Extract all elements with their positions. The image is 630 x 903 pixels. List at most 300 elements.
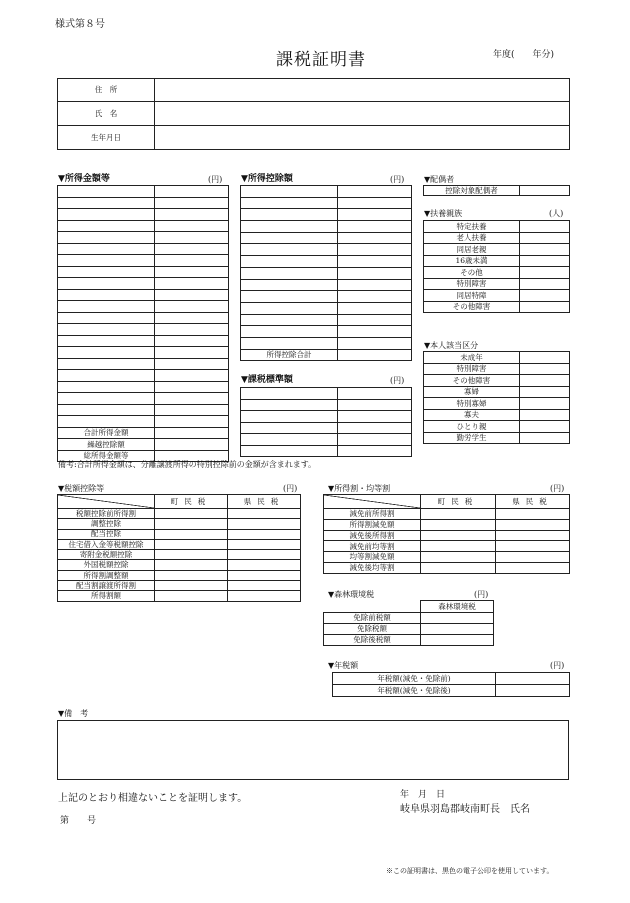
table-row <box>324 635 494 646</box>
dependent-row-label: 同居特障 <box>424 290 520 302</box>
address-label: 住 所 <box>58 79 155 102</box>
pref-tax-cell[interactable] <box>228 570 301 580</box>
self-category-check[interactable] <box>520 386 570 398</box>
tax-deduction-row-label: 外国税額控除 <box>58 560 155 570</box>
self-category-label: 特別寡婦 <box>424 398 520 410</box>
income-levy-corner <box>324 495 421 509</box>
table-row <box>58 416 229 428</box>
income-label-cell[interactable] <box>58 186 155 198</box>
self-category-label: 特別障害 <box>424 363 520 375</box>
income-value-cell[interactable] <box>155 220 229 232</box>
income-label-cell[interactable] <box>58 266 155 278</box>
income-heading: ▼所得金額等 <box>58 174 110 184</box>
pref-tax-cell[interactable] <box>496 530 570 541</box>
tax-deduction-row-label: 所得割調整額 <box>58 570 155 580</box>
dependent-count[interactable] <box>520 232 570 244</box>
table-row <box>58 570 301 580</box>
table-row <box>58 427 229 439</box>
spouse-value[interactable] <box>520 186 570 196</box>
standard-label-cell[interactable] <box>241 411 338 423</box>
self-category-check[interactable] <box>520 375 570 387</box>
forest-tax-table <box>323 600 494 646</box>
certificate-number: 第 号 <box>60 816 97 826</box>
table-row <box>58 519 301 529</box>
dependent-count[interactable] <box>520 267 570 279</box>
income-label-cell[interactable] <box>58 416 155 428</box>
income-label-cell[interactable] <box>58 243 155 255</box>
table-row <box>58 266 229 278</box>
income-value-cell[interactable] <box>155 393 229 405</box>
self-category-label: 未成年 <box>424 352 520 364</box>
table-row <box>58 324 229 336</box>
table-row <box>424 398 570 410</box>
table-row <box>241 232 412 244</box>
dependents-heading: ▼扶養親族 <box>424 209 463 218</box>
table-row <box>241 221 412 233</box>
remarks-box[interactable] <box>57 720 569 780</box>
standard-value-cell[interactable] <box>338 399 412 411</box>
tax-deduction-heading: ▼税額控除等 <box>58 484 105 493</box>
income-label-cell[interactable] <box>58 404 155 416</box>
dob-field[interactable] <box>155 126 570 150</box>
deduction-label-cell[interactable] <box>241 197 338 209</box>
table-row <box>58 358 229 370</box>
tax-deduction-row-label: 住宅借入金等税額控除 <box>58 539 155 549</box>
income-levy-row-label: 均等割減免額 <box>324 552 421 563</box>
table-row <box>58 591 301 601</box>
forest-tax-row-label: 免除税額 <box>324 624 421 635</box>
deduction-label-cell[interactable] <box>241 267 338 279</box>
dependents-table <box>423 220 570 313</box>
income-label-cell[interactable] <box>58 393 155 405</box>
issuer-name: 岐阜県羽島郡岐南町長 氏名 <box>400 804 530 815</box>
dependent-row-label: 同居老親 <box>424 244 520 256</box>
income-value-cell[interactable] <box>155 232 229 244</box>
table-row <box>58 529 301 539</box>
self-category-label: ひとり親 <box>424 421 520 433</box>
income-label-cell[interactable] <box>58 324 155 336</box>
income-levy-row-label: 所得割減免額 <box>324 519 421 530</box>
tax-standard-unit: (円) <box>390 376 405 385</box>
tax-deduction-table <box>57 494 301 602</box>
table-row <box>58 220 229 232</box>
pref-tax-cell[interactable] <box>228 591 301 601</box>
income-label-cell[interactable] <box>58 232 155 244</box>
town-tax-cell[interactable] <box>155 509 228 519</box>
deduction-value-cell[interactable] <box>338 326 412 338</box>
tax-deduction-row-label: 税額控除前所得割 <box>58 509 155 519</box>
income-levy-col-pref: 県民税 <box>496 495 570 509</box>
annual-tax-unit: (円) <box>550 661 565 670</box>
income-label-cell[interactable] <box>58 209 155 221</box>
town-tax-cell[interactable] <box>155 529 228 539</box>
electronic-seal-note: ※この証明書は、黒色の電子公印を使用しています。 <box>386 867 554 875</box>
spouse-heading: ▼配偶者 <box>424 175 455 184</box>
income-levy-table <box>323 494 570 574</box>
town-tax-cell[interactable] <box>421 530 496 541</box>
table-row <box>241 326 412 338</box>
personal-info-table <box>57 78 570 150</box>
deduction-label-cell[interactable] <box>241 256 338 268</box>
standard-label-cell[interactable] <box>241 434 338 446</box>
town-tax-cell[interactable] <box>155 519 228 529</box>
income-label-cell[interactable] <box>58 370 155 382</box>
pref-tax-cell[interactable] <box>496 562 570 573</box>
deduction-value-cell[interactable] <box>338 209 412 221</box>
income-label-cell[interactable] <box>58 347 155 359</box>
annual-tax-table <box>332 672 570 697</box>
deduction-label-cell[interactable] <box>241 291 338 303</box>
table-row <box>324 519 570 530</box>
table-row <box>241 388 412 400</box>
table-row <box>58 347 229 359</box>
town-tax-cell[interactable] <box>155 539 228 549</box>
self-category-check[interactable] <box>520 432 570 444</box>
gross-income-label: 総所得金額等 <box>58 450 155 462</box>
income-value-cell[interactable] <box>155 301 229 313</box>
pref-tax-cell[interactable] <box>228 539 301 549</box>
deduction-label-cell[interactable] <box>241 232 338 244</box>
table-row <box>58 289 229 301</box>
tax-deduction-row-label: 調整控除 <box>58 519 155 529</box>
table-row <box>324 562 570 573</box>
table-row <box>424 409 570 421</box>
town-tax-cell[interactable] <box>421 552 496 563</box>
table-row <box>241 209 412 221</box>
deduction-label-cell[interactable] <box>241 221 338 233</box>
income-value-cell[interactable] <box>155 289 229 301</box>
income-label-cell[interactable] <box>58 312 155 324</box>
self-category-check[interactable] <box>520 409 570 421</box>
table-row <box>424 244 570 256</box>
forest-tax-value[interactable] <box>421 613 494 624</box>
income-levy-unit: (円) <box>550 484 565 493</box>
income-label-cell[interactable] <box>58 381 155 393</box>
table-row <box>58 550 301 560</box>
table-row <box>333 673 570 685</box>
deduction-label-cell[interactable] <box>241 244 338 256</box>
tax-deduction-row-label: 寄附金税額控除 <box>58 550 155 560</box>
standard-label-cell[interactable] <box>241 388 338 400</box>
dependent-count[interactable] <box>520 244 570 256</box>
standard-label-cell[interactable] <box>241 445 338 457</box>
tax-deduction-corner <box>58 495 155 509</box>
income-total-label: 合計所得金額 <box>58 427 155 439</box>
income-value-cell[interactable] <box>155 381 229 393</box>
table-row <box>58 439 229 451</box>
income-label-cell[interactable] <box>58 278 155 290</box>
fiscal-year-label: 年度( 年分) <box>493 50 555 60</box>
table-row <box>58 301 229 313</box>
deduction-value-cell[interactable] <box>338 256 412 268</box>
tax-deduction-row-label: 配当割譲渡所得割 <box>58 581 155 591</box>
table-row <box>241 244 412 256</box>
name-field[interactable] <box>155 102 570 126</box>
tax-deduction-row-label: 所得割額 <box>58 591 155 601</box>
income-value-cell[interactable] <box>155 243 229 255</box>
self-category-heading: ▼本人該当区分 <box>424 341 479 350</box>
table-row <box>58 560 301 570</box>
deduction-heading: ▼所得控除額 <box>241 174 293 184</box>
income-value-cell[interactable] <box>155 335 229 347</box>
forest-tax-unit: (円) <box>474 590 489 599</box>
deduction-total-value[interactable] <box>338 349 412 361</box>
deduction-value-cell[interactable] <box>338 302 412 314</box>
carryover-label: 繰越控除額 <box>58 439 155 451</box>
deduction-value-cell[interactable] <box>338 197 412 209</box>
table-row <box>324 552 570 563</box>
table-row <box>424 421 570 433</box>
form-number: 様式第８号 <box>55 19 105 30</box>
income-levy-heading: ▼所得割・均等割 <box>328 484 391 493</box>
forest-tax-value[interactable] <box>421 635 494 646</box>
income-value-cell[interactable] <box>155 186 229 198</box>
town-tax-cell[interactable] <box>155 560 228 570</box>
income-levy-col-town: 町民税 <box>421 495 496 509</box>
self-category-check[interactable] <box>520 398 570 410</box>
carryover-value[interactable] <box>155 439 229 451</box>
pref-tax-cell[interactable] <box>496 509 570 520</box>
table-row <box>333 685 570 697</box>
table-row <box>241 411 412 423</box>
town-tax-cell[interactable] <box>155 550 228 560</box>
deduction-label-cell[interactable] <box>241 302 338 314</box>
annual-tax-value[interactable] <box>496 685 570 697</box>
table-row <box>241 302 412 314</box>
deduction-value-cell[interactable] <box>338 221 412 233</box>
certification-statement: 上記のとおり相違ないことを証明します。 <box>58 793 248 804</box>
name-label: 氏 名 <box>58 102 155 126</box>
tax-deduction-col-town: 町民税 <box>155 495 228 509</box>
deduction-value-cell[interactable] <box>338 279 412 291</box>
table-row <box>58 370 229 382</box>
income-levy-row-label: 減免後均等割 <box>324 562 421 573</box>
table-row <box>58 255 229 267</box>
pref-tax-cell[interactable] <box>228 581 301 591</box>
income-label-cell[interactable] <box>58 197 155 209</box>
tax-deduction-col-pref: 県民税 <box>228 495 301 509</box>
document-title: 課税証明書 <box>276 50 366 70</box>
dependent-count[interactable] <box>520 255 570 267</box>
forest-tax-heading: ▼森林環境税 <box>328 590 375 599</box>
pref-tax-cell[interactable] <box>228 519 301 529</box>
remarks-heading: ▼備 考 <box>58 709 89 718</box>
table-row <box>58 335 229 347</box>
income-value-cell[interactable] <box>155 197 229 209</box>
dependent-row-label: 老人扶養 <box>424 232 520 244</box>
self-category-table <box>423 351 570 444</box>
self-category-check[interactable] <box>520 352 570 364</box>
dependent-row-label: その他障害 <box>424 301 520 313</box>
forest-tax-row-label: 免除後税額 <box>324 635 421 646</box>
self-category-label: 勤労学生 <box>424 432 520 444</box>
table-row <box>58 197 229 209</box>
dependent-count[interactable] <box>520 301 570 313</box>
table-row <box>424 386 570 398</box>
table-row <box>241 434 412 446</box>
annual-tax-heading: ▼年税額 <box>328 661 359 670</box>
income-value-cell[interactable] <box>155 358 229 370</box>
table-row <box>424 290 570 302</box>
deduction-label-cell[interactable] <box>241 337 338 349</box>
table-row <box>58 186 229 198</box>
income-levy-row-label: 減免前均等割 <box>324 541 421 552</box>
town-tax-cell[interactable] <box>421 562 496 573</box>
dependent-row-label: 16歳未満 <box>424 255 520 267</box>
income-value-cell[interactable] <box>155 278 229 290</box>
table-row <box>58 232 229 244</box>
table-row <box>324 530 570 541</box>
address-field[interactable] <box>155 79 570 102</box>
self-category-check[interactable] <box>520 421 570 433</box>
deduction-label-cell[interactable] <box>241 186 338 198</box>
table-row <box>241 337 412 349</box>
deduction-label-cell[interactable] <box>241 209 338 221</box>
deduction-total-label: 所得控除合計 <box>241 349 338 361</box>
deduction-table <box>240 185 412 361</box>
deduction-value-cell[interactable] <box>338 267 412 279</box>
income-label-cell[interactable] <box>58 289 155 301</box>
income-label-cell[interactable] <box>58 358 155 370</box>
dob-label: 生年月日 <box>58 126 155 150</box>
town-tax-cell[interactable] <box>421 509 496 520</box>
town-tax-cell[interactable] <box>155 591 228 601</box>
income-label-cell[interactable] <box>58 335 155 347</box>
table-row <box>58 381 229 393</box>
standard-value-cell[interactable] <box>338 422 412 434</box>
table-row <box>424 232 570 244</box>
table-row <box>424 278 570 290</box>
self-category-check[interactable] <box>520 363 570 375</box>
table-row <box>324 509 570 520</box>
income-levy-row-label: 減免前所得割 <box>324 509 421 520</box>
income-total-value[interactable] <box>155 427 229 439</box>
pref-tax-cell[interactable] <box>228 529 301 539</box>
annual-tax-row-label: 年税額(減免・免除前) <box>333 673 496 685</box>
table-row <box>241 267 412 279</box>
pref-tax-cell[interactable] <box>496 541 570 552</box>
standard-value-cell[interactable] <box>338 411 412 423</box>
table-row <box>241 256 412 268</box>
forest-tax-corner <box>324 601 421 613</box>
tax-deduction-row-label: 配当控除 <box>58 529 155 539</box>
tax-standard-table <box>240 387 412 457</box>
table-row <box>241 422 412 434</box>
table-row <box>424 432 570 444</box>
deduction-value-cell[interactable] <box>338 314 412 326</box>
dependent-count[interactable] <box>520 221 570 233</box>
table-row <box>424 375 570 387</box>
income-note: 備考:合計所得金額は、分離譲渡所得の特別控除前の金額が含まれます。 <box>58 460 317 469</box>
pref-tax-cell[interactable] <box>496 552 570 563</box>
standard-value-cell[interactable] <box>338 434 412 446</box>
deduction-label-cell[interactable] <box>241 314 338 326</box>
forest-tax-col: 森林環境税 <box>421 601 494 613</box>
town-tax-cell[interactable] <box>155 581 228 591</box>
dependent-count[interactable] <box>520 290 570 302</box>
pref-tax-cell[interactable] <box>228 550 301 560</box>
dependent-row-label: 特別障害 <box>424 278 520 290</box>
table-row <box>58 539 301 549</box>
table-row <box>58 209 229 221</box>
dependent-count[interactable] <box>520 278 570 290</box>
standard-value-cell[interactable] <box>338 445 412 457</box>
table-row <box>241 399 412 411</box>
self-category-label: その他障害 <box>424 375 520 387</box>
table-row <box>424 255 570 267</box>
town-tax-cell[interactable] <box>421 519 496 530</box>
table-row <box>241 445 412 457</box>
table-row <box>58 404 229 416</box>
deduction-value-cell[interactable] <box>338 244 412 256</box>
table-row <box>424 352 570 364</box>
forest-tax-value[interactable] <box>421 624 494 635</box>
income-value-cell[interactable] <box>155 324 229 336</box>
annual-tax-value[interactable] <box>496 673 570 685</box>
standard-value-cell[interactable] <box>338 388 412 400</box>
table-row <box>58 509 301 519</box>
table-row <box>58 243 229 255</box>
table-row <box>241 291 412 303</box>
income-value-cell[interactable] <box>155 312 229 324</box>
table-row <box>324 624 494 635</box>
dependents-unit: (人) <box>549 209 564 218</box>
table-row <box>58 278 229 290</box>
table-row <box>424 363 570 375</box>
standard-label-cell[interactable] <box>241 399 338 411</box>
town-tax-cell[interactable] <box>421 541 496 552</box>
town-tax-cell[interactable] <box>155 570 228 580</box>
deduction-value-cell[interactable] <box>338 186 412 198</box>
income-value-cell[interactable] <box>155 255 229 267</box>
table-row <box>241 186 412 198</box>
pref-tax-cell[interactable] <box>496 519 570 530</box>
table-row <box>324 613 494 624</box>
table-row <box>324 541 570 552</box>
table-row <box>241 279 412 291</box>
deduction-value-cell[interactable] <box>338 232 412 244</box>
pref-tax-cell[interactable] <box>228 560 301 570</box>
income-label-cell[interactable] <box>58 255 155 267</box>
income-value-cell[interactable] <box>155 347 229 359</box>
tax-deduction-unit: (円) <box>283 484 298 493</box>
deduction-label-cell[interactable] <box>241 326 338 338</box>
income-value-cell[interactable] <box>155 209 229 221</box>
dependent-row-label: 特定扶養 <box>424 221 520 233</box>
table-row <box>241 314 412 326</box>
forest-tax-row-label: 免除前税額 <box>324 613 421 624</box>
table-row <box>241 349 412 361</box>
deduction-label-cell[interactable] <box>241 279 338 291</box>
income-value-cell[interactable] <box>155 404 229 416</box>
income-value-cell[interactable] <box>155 266 229 278</box>
table-row <box>424 301 570 313</box>
tax-standard-heading: ▼課税標準額 <box>241 375 293 385</box>
deduction-unit: (円) <box>390 175 405 184</box>
pref-tax-cell[interactable] <box>228 509 301 519</box>
income-value-cell[interactable] <box>155 370 229 382</box>
income-label-cell[interactable] <box>58 220 155 232</box>
deduction-value-cell[interactable] <box>338 291 412 303</box>
deduction-value-cell[interactable] <box>338 337 412 349</box>
income-unit: (円) <box>208 175 223 184</box>
income-label-cell[interactable] <box>58 301 155 313</box>
table-row <box>424 267 570 279</box>
income-value-cell[interactable] <box>155 416 229 428</box>
table-row <box>241 197 412 209</box>
annual-tax-row-label: 年税額(減免・免除後) <box>333 685 496 697</box>
standard-label-cell[interactable] <box>241 422 338 434</box>
